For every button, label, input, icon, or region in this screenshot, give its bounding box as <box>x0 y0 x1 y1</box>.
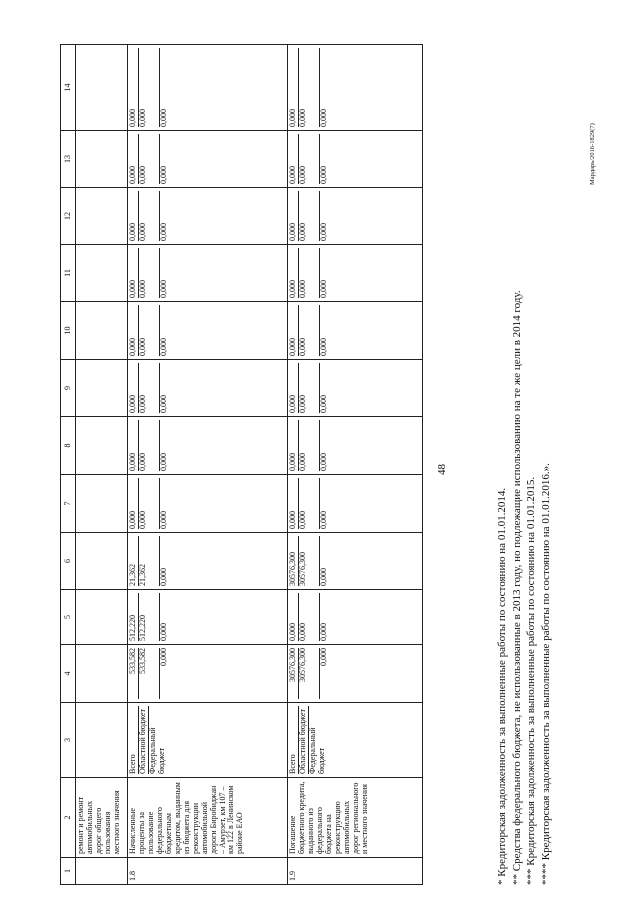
footnotes <box>495 45 553 885</box>
column-header: 3 <box>61 703 76 778</box>
cell-value: 0,000 <box>288 623 297 641</box>
cell-value: 0,000 <box>298 305 319 356</box>
value-cell <box>128 245 288 302</box>
value-cell <box>288 590 423 645</box>
cell-value: 30576,300 <box>298 536 319 586</box>
value-cell <box>76 645 128 703</box>
cell-value: 0,000 <box>298 420 319 471</box>
cell-value: 0,000 <box>288 395 297 413</box>
row-number: 1.8 <box>128 858 288 885</box>
cell-value: 0,000 <box>319 420 328 471</box>
cell-value: 0,000 <box>159 420 168 471</box>
cell-value: 0,000 <box>319 305 328 356</box>
value-cell <box>128 360 288 417</box>
column-header: 13 <box>61 131 76 188</box>
cell-value: 533,582 <box>138 648 159 699</box>
value-cell <box>128 188 288 245</box>
cell-value: 0,000 <box>159 305 168 356</box>
column-header: 6 <box>61 533 76 590</box>
cell-value: 512,220 <box>138 593 159 641</box>
cell-value: 21,362 <box>128 564 137 586</box>
value-cell <box>76 45 128 131</box>
cell-value: 0,000 <box>128 338 137 356</box>
value-cell <box>128 590 288 645</box>
source-cell <box>76 703 128 778</box>
value-cell <box>128 302 288 360</box>
column-header: 5 <box>61 590 76 645</box>
cell-value: 0,000 <box>319 134 328 184</box>
cell-value: 0,000 <box>159 134 168 184</box>
value-cell <box>288 417 423 475</box>
cell-value: 512,220 <box>128 615 137 641</box>
row-number: 1.9 <box>288 858 423 885</box>
header-row <box>61 45 76 885</box>
value-cell <box>76 360 128 417</box>
value-cell <box>76 590 128 645</box>
cell-value: 0,000 <box>298 134 319 184</box>
cell-value: 0,000 <box>138 191 159 241</box>
footnote: * Кредиторская задолженность за выполненные работы по состоянию на 01.01.2014. <box>496 487 508 885</box>
cell-value: 0,000 <box>159 536 168 586</box>
value-cell <box>128 533 288 590</box>
cell-value: 0,000 <box>288 166 297 184</box>
footnote: **** Кредиторская задолженность за выполненные работы по состоянию на 01.01.2016.». <box>539 463 552 885</box>
column-header: 10 <box>61 302 76 360</box>
value-cell <box>76 131 128 188</box>
value-cell <box>288 302 423 360</box>
column-header: 14 <box>61 45 76 131</box>
cell-value: 0,000 <box>298 478 319 529</box>
cell-value: 0,000 <box>319 536 328 586</box>
source-cell <box>128 703 288 778</box>
column-header: 7 <box>61 475 76 533</box>
column-header: 2 <box>61 778 76 858</box>
value-cell <box>288 131 423 188</box>
cell-value: 0,000 <box>288 280 297 298</box>
source-cell <box>288 703 423 778</box>
value-cell <box>288 475 423 533</box>
cell-value: 533,582 <box>128 648 137 674</box>
cell-value: 0,000 <box>159 191 168 241</box>
value-cell <box>288 360 423 417</box>
cell-value: 0,000 <box>298 363 319 413</box>
column-header: 11 <box>61 245 76 302</box>
row-name: ремонт и ремонт автомобильных дорог общего пользования местного значения <box>76 778 128 858</box>
cell-value: 30576,300 <box>298 648 319 699</box>
table-row <box>288 45 423 885</box>
cell-value: 0,000 <box>138 363 159 413</box>
value-cell <box>128 645 288 703</box>
cell-value: 0,000 <box>138 48 159 127</box>
value-cell <box>76 417 128 475</box>
cell-value: 0,000 <box>128 223 137 241</box>
cell-value: 0,000 <box>288 453 297 471</box>
cell-value: 0,000 <box>128 166 137 184</box>
column-header: 8 <box>61 417 76 475</box>
cell-value: 0,000 <box>138 305 159 356</box>
cell-value: 0,000 <box>128 109 137 127</box>
budget-table <box>60 44 423 885</box>
cell-value: 0,000 <box>288 109 297 127</box>
funding-source: Областной бюджет <box>298 706 308 774</box>
cell-value: 0,000 <box>138 420 159 471</box>
table-row <box>128 45 288 885</box>
column-header: 12 <box>61 188 76 245</box>
cell-value: 0,000 <box>319 648 328 699</box>
cell-value: 0,000 <box>288 223 297 241</box>
cell-value: 0,000 <box>128 511 137 529</box>
cell-value: 0,000 <box>159 648 168 699</box>
footnote: ** Средства федерального бюджета, не использованные в 2013 году, но подлежащие использованию на те же цели в 2014 году. <box>510 290 523 885</box>
cell-value: 0,000 <box>298 248 319 298</box>
cell-value: 0,000 <box>159 248 168 298</box>
value-cell <box>288 245 423 302</box>
row-name: Начисленные проценты за пользование федерального бюджетным кредитом, выданным из бюджета для реконструкции автомобильной дороги Биробиджан – Амурзет, км 107 – км 122 в Ленинском районе ЕАО <box>128 778 288 858</box>
column-header: 9 <box>61 360 76 417</box>
row-name: Погашение бюджетного кредита, выданного из федерального бюджета на реконструкцию автомобильных дорог регионального и местного значения <box>288 778 423 858</box>
funding-source: Федеральный бюджет <box>308 706 326 774</box>
column-header: 1 <box>61 858 76 885</box>
funding-source: Федеральный бюджет <box>148 706 166 774</box>
cell-value: 0,000 <box>138 248 159 298</box>
cell-value: 0,000 <box>319 48 328 127</box>
value-cell <box>288 533 423 590</box>
cell-value: 0,000 <box>298 593 319 641</box>
footnote: *** Кредиторская задолженность за выполненные работы по состоянию на 01.01.2015. <box>525 476 538 885</box>
value-cell <box>128 475 288 533</box>
value-cell <box>288 45 423 131</box>
cell-value: 0,000 <box>138 134 159 184</box>
value-cell <box>128 417 288 475</box>
value-cell <box>76 533 128 590</box>
cell-value: 0,000 <box>128 453 137 471</box>
cell-value: 0,000 <box>288 338 297 356</box>
value-cell <box>76 475 128 533</box>
cell-value: 0,000 <box>159 478 168 529</box>
funding-source: Областной бюджет <box>138 706 148 774</box>
cell-value: 0,000 <box>288 511 297 529</box>
cell-value: 0,000 <box>159 593 168 641</box>
value-cell <box>76 245 128 302</box>
cell-value: 30576,300 <box>288 552 297 586</box>
column-header: 4 <box>61 645 76 703</box>
cell-value: 0,000 <box>319 593 328 641</box>
cell-value: 0,000 <box>128 395 137 413</box>
table-row <box>76 45 128 885</box>
cell-value: 0,000 <box>319 248 328 298</box>
value-cell <box>288 188 423 245</box>
cell-value: 0,000 <box>159 363 168 413</box>
value-cell <box>76 302 128 360</box>
cell-value: 0,000 <box>298 48 319 127</box>
row-number <box>76 858 128 885</box>
cell-value: 0,000 <box>319 478 328 529</box>
cell-value: 21,362 <box>138 536 159 586</box>
cell-value: 0,000 <box>319 191 328 241</box>
cell-value: 0,000 <box>128 280 137 298</box>
cell-value: 0,000 <box>319 363 328 413</box>
value-cell <box>76 188 128 245</box>
page-number: 48 <box>436 464 448 475</box>
cell-value: 0,000 <box>138 478 159 529</box>
funding-source: Всего <box>128 754 137 774</box>
cell-value: 30576,300 <box>288 648 297 682</box>
cell-value: 0,000 <box>298 191 319 241</box>
value-cell <box>288 645 423 703</box>
cell-value: 0,000 <box>159 48 168 127</box>
document-code: Мардарь/2016-1829(7) <box>589 123 596 185</box>
value-cell <box>128 45 288 131</box>
funding-source: Всего <box>288 754 297 774</box>
value-cell <box>128 131 288 188</box>
